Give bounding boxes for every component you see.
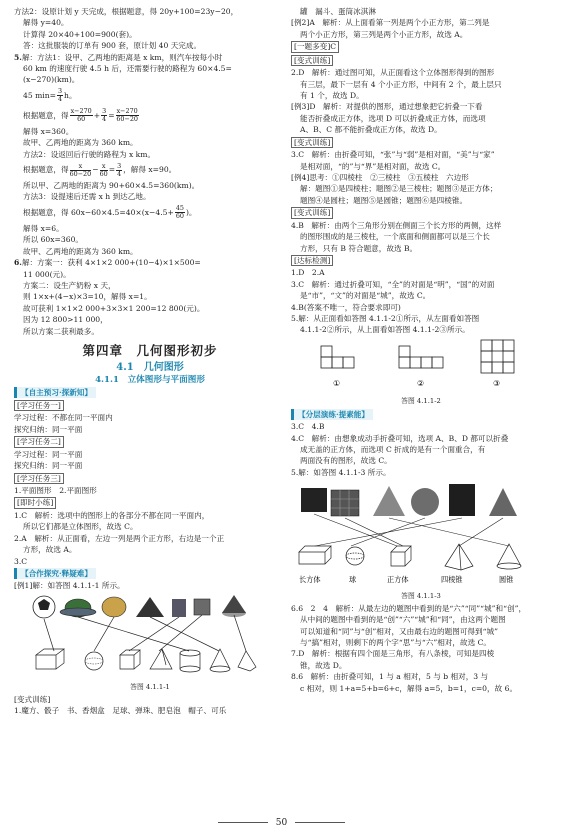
text-line: 与“搞”相对，则剩下的两个字“思”与“六”相对，故选 C。 — [300, 637, 491, 647]
text-line: 探究归纳：同一平面 — [14, 424, 83, 434]
cuboid-shape — [36, 649, 64, 669]
text-line: 11 000(元)。 — [23, 269, 71, 279]
fraction: $\frac{3}{4}$ — [102, 107, 107, 124]
shape-label: 正方体 — [387, 575, 409, 585]
fraction: $\frac{x}{60}$ — [99, 161, 108, 178]
text-line: 5.解：如答图 4.1.1-3 所示。 — [291, 467, 391, 477]
task-label: [学习任务一] — [14, 400, 64, 412]
text-line: 所以甲、乙两地的距离为 90+60×4.5=360(km)。 — [23, 181, 200, 191]
figure-4-1-1-2 — [291, 338, 551, 406]
text-line: 4.C 解析：由想象成动手折叠可知，选项 A、B、D 都可以折叠 — [291, 433, 509, 443]
text-line: 有三层，最下一层有 4 个小正方形，中间有 2 个，最上层只 — [300, 79, 502, 89]
chapter-title: 第四章 几何图形初步 — [82, 342, 218, 358]
text-line: 3.C 解析：由折叠可知，“张”与“弱”是相对面，“美”与“家” — [291, 150, 495, 160]
text-line: 方形，只有 B 符合题意，故选 B。 — [300, 243, 418, 253]
example-3: [例3]D 解析：对提供的图形，通过想象把它折叠一下看 — [291, 102, 483, 112]
check-label: [达标检测] — [291, 255, 333, 267]
view-label: ③ — [493, 378, 501, 388]
view-label: ② — [417, 378, 425, 388]
text-line: 能否折叠成正方体，选项 D 可以折叠成正方体，而选项 — [300, 113, 486, 123]
text-line: 方法3：设提速后还需 x h 到达乙地。 — [23, 192, 151, 202]
text-line: 答：这批服装的订单有 900 套，原计划 40 天完成。 — [23, 41, 202, 51]
text-line: 所以方案二获利最多。 — [23, 326, 99, 336]
figure-caption: 答图 4.1.1-3 — [401, 591, 441, 600]
text-line: 成无盖的正方体，而选项 C 折成的是有一个面重合，有 — [300, 445, 486, 455]
text-line: 两个小正方形，第三列是两个小正方形，故选 A。 — [300, 29, 468, 39]
drum-icon — [172, 599, 186, 617]
text-line: 4.1.1-2②所示，从上面看如答图 4.1.1-2③所示。 — [300, 325, 470, 335]
text-line: 1.平面图形 2.平面图形 — [14, 486, 97, 496]
text-line: 所以 60x=360。 — [23, 235, 83, 245]
text-line: 探究归纳：同一平面 — [14, 461, 83, 471]
view-label: ① — [333, 378, 341, 388]
variant-label: [变式训练] — [291, 207, 333, 219]
text-line: 解得 y=40。 — [23, 18, 69, 28]
text-line: c 相对，则 1+a=5+b=6+c，解得 a=5，b=1，c=0，故 6。 — [300, 683, 518, 693]
pyramid-shape — [150, 649, 172, 669]
sphere-shape — [85, 652, 103, 670]
equation-line: 根据题意，得 60x−60×4.5=40×(x−4.5+ $\frac{45}{60}$ )。 — [23, 204, 197, 221]
text-line: 3.C 解析：通过折叠可知，“全”的对面是“明”，“国”的对面 — [291, 279, 495, 289]
text-line: 6.6 2 4 解析：从最左边的题图中看到的是“六”“同”“城”和“创”， — [291, 603, 527, 613]
cone-object-icon — [373, 486, 405, 516]
text-line: 4.B 解析：由两个三角形分别在侧面三个长方形的两侧，这样 — [291, 220, 502, 230]
dark-box-icon — [301, 488, 327, 512]
text-line: 2.D 解析：通过图可知，从正面看这个立体图形得到的图形 — [291, 68, 495, 78]
example-4: [例4]思考：①四棱柱 ②三棱柱 ③五棱柱 六边形 — [291, 172, 469, 182]
text-line: 故甲、乙两地的距离为 360 km。 — [23, 138, 138, 148]
text-line: 锥，故选 D。 — [300, 660, 347, 670]
text-line: 1.魔方、骰子 书、香烟盒 足球、弹珠、肥皂泡 帽子、可乐 — [14, 706, 227, 716]
fraction: $\frac{x-270}{60}$ — [70, 107, 92, 124]
text-line: 8.6 解析：由折叠可知，1 与 a 相对，5 与 b 相对，3 与 — [291, 672, 489, 682]
text-line: 学习过程：同一平面 — [14, 449, 83, 459]
text-line: 7.D 解析：根据有四个面是三角形，有八条棱，可知是四棱 — [291, 649, 495, 659]
figure-caption: 答图 4.1.1-2 — [401, 397, 441, 406]
right-column — [291, 6, 551, 694]
text-line: (x−270)(km)。 — [23, 75, 80, 85]
fraction: $\frac{x}{60-20}$ — [69, 161, 92, 178]
text-line: 3.C — [14, 556, 28, 566]
text-line: 所以它们都是立体图形，故选 C。 — [23, 522, 138, 532]
text-line: 3.C 4.B — [291, 422, 325, 432]
cone-icon — [222, 595, 246, 613]
text-line: 方法2：设返回后行驶的路程为 x km。 — [23, 149, 156, 159]
text-line: 45 min= $\frac{3}{4}$ h。 — [23, 87, 77, 104]
text-line: 解得 x=6。 — [23, 223, 64, 233]
pyramid-shape — [445, 544, 473, 570]
shape-label: 球 — [349, 575, 357, 585]
question-5: 5.解：方法1：设甲、乙两地的距离是 x km，则汽车按每小时 — [14, 52, 223, 62]
text-line: 1.D 2.A — [291, 268, 325, 278]
book-icon — [449, 484, 475, 516]
text-line: [例1]解：如答图 4.1.1-1 所示。 — [14, 581, 125, 590]
figure-caption: 答图 4.1.1-1 — [130, 682, 170, 691]
section-banner: 【合作探究·释疑难】 — [14, 568, 96, 579]
cuboid-shape — [299, 546, 331, 564]
task-label: [学习任务二] — [14, 436, 64, 448]
practice-label: [即时小练] — [14, 497, 56, 509]
matching-diagram — [14, 593, 264, 679]
hat-brim — [60, 608, 96, 616]
text-line: 题图④是圆柱；题图⑤是圆锥；题图⑥是四棱锥。 — [300, 195, 468, 205]
page-number: 50 — [275, 818, 288, 828]
text-line: 方法2：设原计划 y 天完成，根据题意，得 20y+100=23y−20， — [14, 7, 239, 16]
text-line: 5.解：从正面看如答图 4.1.1-2①所示，从左面看如答图 — [291, 314, 480, 324]
text-line: 学习过程：不都在同一平面内 — [14, 413, 113, 423]
fraction: $\frac{3}{4}$ — [57, 87, 63, 104]
text-line: 可以知道和“同”与“创”相对，又由最右边的题图可得到“城” — [300, 626, 498, 636]
cube-shape — [120, 650, 140, 669]
shape-label: 长方体 — [299, 575, 321, 585]
text-line: 是相对面，“的”与“界”是相对面，故选 C。 — [300, 161, 446, 171]
fraction: $\frac{3}{4}$ — [117, 161, 122, 178]
fraction: $\frac{x-270}{60-20}$ — [116, 107, 138, 124]
section-title: 4.1 几何图形 — [116, 361, 184, 373]
example-2: [例2]A 解析：从上面看第一列是两个小正方形，第二列是 — [291, 18, 490, 28]
text-line: A、B、C 都不能折叠成正方体，故选 D。 — [300, 125, 442, 135]
text-line: 故甲、乙两地的距离为 360 km。 — [23, 246, 138, 256]
equation-line: 根据题意，得 $\frac{x-270}{60}$ + $\frac{3}{4}$ = $\frac{x-270}{60-20}$ — [23, 107, 138, 124]
equation-line: 根据题意，得 $\frac{x}{60-20}$ − $\frac{x}{60}$ = $\frac{3}{4}$ ，解得 x=90。 — [23, 161, 177, 178]
left-column — [14, 6, 286, 717]
text-line: 两面没有的图形，故选 C。 — [300, 456, 392, 466]
text-line: 是“市”，“文”的对面是“城”，故选 C。 — [300, 291, 431, 301]
figure-4-1-1-3 — [291, 480, 551, 600]
variant-label: [一题多变]C — [291, 41, 339, 53]
text-line: 因为 12 800>11 000， — [23, 315, 108, 325]
figure-4-1-1-1 — [14, 593, 286, 691]
rubiks-cube-icon — [331, 490, 359, 516]
section-banner: 【分层演练·提素能】 — [291, 409, 373, 420]
variant-label: [变式训练] — [291, 137, 333, 149]
pyramid-object-icon — [489, 488, 517, 516]
text-line: 解得 x=360。 — [23, 126, 74, 136]
views-diagram — [291, 338, 541, 394]
text-line: 故可获利 1×1×2 000+3×3×1 200=12 800(元)。 — [23, 303, 205, 313]
text-line: 1.C 解析：选项中的图形上的各部分不都在同一平面内， — [14, 510, 210, 520]
cube-shape — [391, 546, 411, 566]
shape-label: 圆锥 — [499, 575, 514, 585]
text-line: 方案二：设生产奶粉 x 天， — [23, 280, 116, 290]
variant-training-label: [变式训练] — [14, 694, 51, 704]
text-line: 计算得 20×40+100=900(套)。 — [23, 29, 137, 39]
text-line: 方形，故选 A。 — [23, 545, 77, 555]
section-banner: 【自主预习·探新知】 — [14, 387, 96, 398]
ball-icon — [411, 488, 439, 516]
tetra-shape — [238, 651, 256, 671]
text-line: 从中间的题图中看到的是“创”“六”“城”和“同”，由这两个题图 — [300, 615, 506, 625]
text-line: 有 1 个，故选 D。 — [300, 91, 364, 101]
pyramid-icon — [136, 597, 164, 617]
text-line: 2.A 解析：从正面看，左边一列是两个正方形，右边是一个正 — [14, 533, 225, 543]
question-6: 6.解：方案一：获利 4×1×2 000+(10−4)×1×500= — [14, 258, 201, 268]
sphere-shape — [346, 547, 364, 565]
onion-icon — [102, 597, 126, 617]
subsection-title: 4.1.1 立体图形与平面图形 — [95, 374, 205, 385]
text-line: 解：题图①是四棱柱；题图②是三棱柱；题图③是正方体； — [300, 184, 498, 194]
text-line: 4.B(答案不唯一，符合要求即可) — [291, 302, 401, 312]
cube-toy-icon — [194, 599, 210, 615]
shape-label: 四棱锥 — [441, 575, 463, 585]
task-label: [学习任务三] — [14, 473, 64, 485]
text-line: 60 km 的速度行驶 4.5 h 后，还需要行驶的路程为 60×4.5= — [23, 64, 232, 74]
text-line: 则 1×x+(4−x)×3=10，解得 x=1。 — [23, 292, 152, 302]
text-line: 的图形围成的是三棱柱，一个底面和侧面都可以是三个长 — [300, 232, 490, 242]
matching-diagram-2 — [291, 480, 551, 588]
variant-label: [变式训练] — [291, 55, 333, 67]
text-line: 罐 漏斗、蛋筒冰淇淋 — [300, 7, 376, 16]
fraction: $\frac{45}{60}$ — [175, 204, 184, 221]
